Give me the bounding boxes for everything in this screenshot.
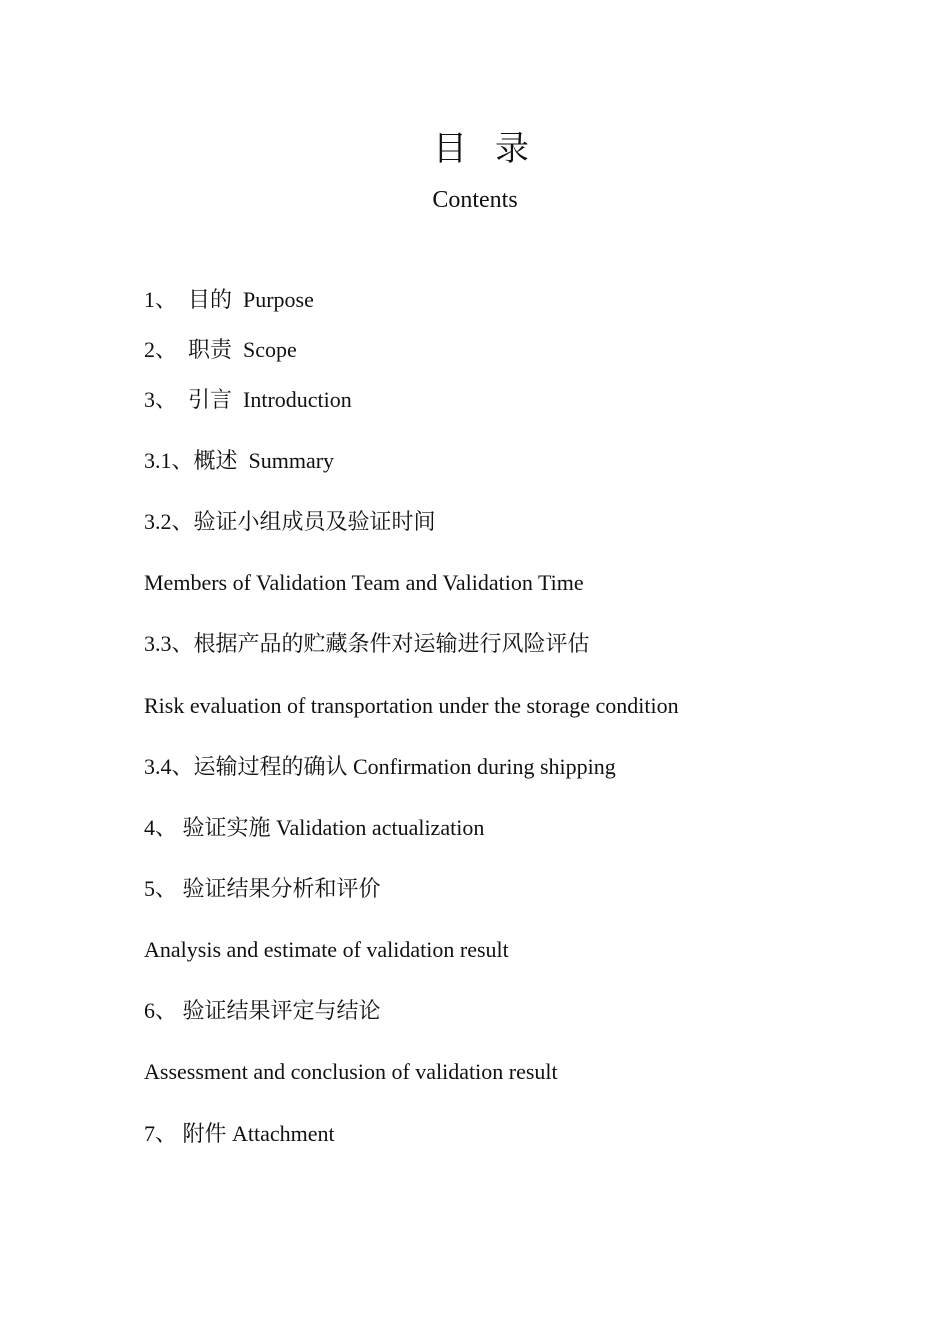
page-title-chinese: 目录	[433, 131, 557, 168]
toc-item-shipping-confirmation: 3.4、运输过程的确认 Confirmation during shipping	[144, 754, 616, 779]
toc-item-summary: 3.1、概述 Summary	[144, 448, 335, 473]
toc-item-validation-team-cn: 3.2、验证小组成员及验证时间	[144, 509, 436, 534]
toc-item-validation-actualization: 4、 验证实施 Validation actualization	[144, 815, 485, 840]
toc-item-assessment-cn: 6、 验证结果评定与结论	[144, 998, 381, 1023]
toc-item-scope: 2、 职责 Scope	[144, 337, 297, 362]
toc-item-result-analysis-en: Analysis and estimate of validation result	[144, 937, 509, 962]
page-title-english: Contents	[432, 187, 518, 213]
toc-item-validation-team-en: Members of Validation Team and Validation Time	[144, 570, 584, 595]
toc-item-assessment-en: Assessment and conclusion of validation result	[144, 1059, 558, 1084]
toc-item-risk-evaluation-en: Risk evaluation of transportation under the storage condition	[144, 693, 679, 718]
toc-item-result-analysis-cn: 5、 验证结果分析和评价	[144, 876, 381, 901]
toc-item-introduction: 3、 引言 Introduction	[144, 387, 352, 412]
toc-item-purpose: 1、 目的 Purpose	[144, 287, 314, 312]
toc-item-risk-evaluation-cn: 3.3、根据产品的贮藏条件对运输进行风险评估	[144, 631, 590, 656]
toc-item-attachment: 7、 附件 Attachment	[144, 1121, 335, 1146]
